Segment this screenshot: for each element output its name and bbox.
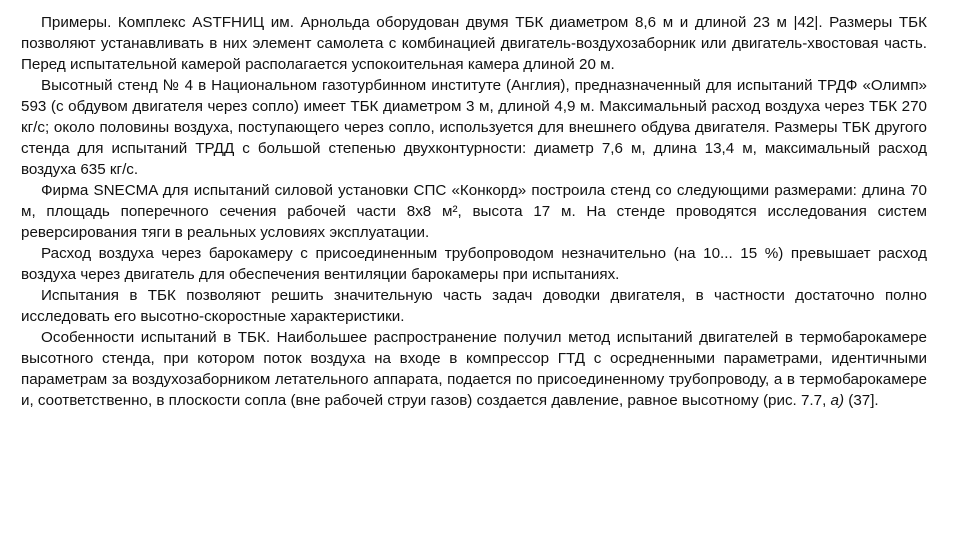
paragraph-features-text: Особенности испытаний в ТБК. Наибольшее распространение получил метод испытаний двигателей в термобарокамере высотного стенда, при котором поток воздуха на входе в компрессор ГТД с осредненными параметрами, идентичными параметрам за воздухозаборником летательного аппарата, подается по присоединенному трубопроводу, а в термобарокамере и, соответственно, в плоскости сопла (вне рабочей струи газов) создается давление, равное высотному (рис. 7.7, [21,329,927,409]
paragraph-tbk-testing: Испытания в ТБК позволяют решить значительную часть задач доводки двигателя, в частности достаточно полно исследовать его высотно-скоростные характеристики. [21,287,927,325]
paragraph-air-flow: Расход воздуха через барокамеру с присоединенным трубопроводом незначительно (на 10... 15 %) превышает расход воздуха через двигатель для обеспечения вентиляции барокамеры при испытаниях. [21,245,927,283]
figure-reference-italic: а) [830,392,845,409]
document-page [21,12,927,411]
paragraph-snecma-stand: Фирма SNECMA для испытаний силовой установки СПС «Конкорд» построила стенд со следующими размерами: длина 70 м, площадь поперечного сечения рабочей части 8х8 м², высота 17 м. На стенде проводятся исследования систем реверсирования тяги в реальных условиях эксплуатации. [21,182,927,241]
paragraph-altitude-stand-4: Высотный стенд № 4 в Национальном газотурбинном институте (Англия), предназначенный для испытаний ТРДФ «Олимп» 593 (с обдувом двигателя через сопло) имеет ТБК диаметром 3 м, длиной 4,9 м. Максимальный расход воздуха через ТБК 270 кг/с; около половины воздуха, поступающего через сопло, используется для внешнего обдува двигателя. Размеры ТБК другого стенда для испытаний ТРДД с большой степенью двухконтурности: диаметр 7,6 м, длина 13,4 м, максимальный расход воздуха 635 кг/с. [21,77,927,178]
paragraph-astf-complex: Примеры. Комплекс ASTFНИЦ им. Арнольда оборудован двумя ТБК диаметром 8,6 м и длиной 23 м |42|. Размеры ТБК позволяют устанавливать в них элемент самолета с комбинацией двигатель-воздухозаборник или двигатель-хвостовая часть. Перед испытательной камерой располагается успокоительная камера длиной 20 м. [21,14,927,73]
paragraph-tbk-features [21,327,927,411]
reference-citation: (37]. [844,392,879,409]
